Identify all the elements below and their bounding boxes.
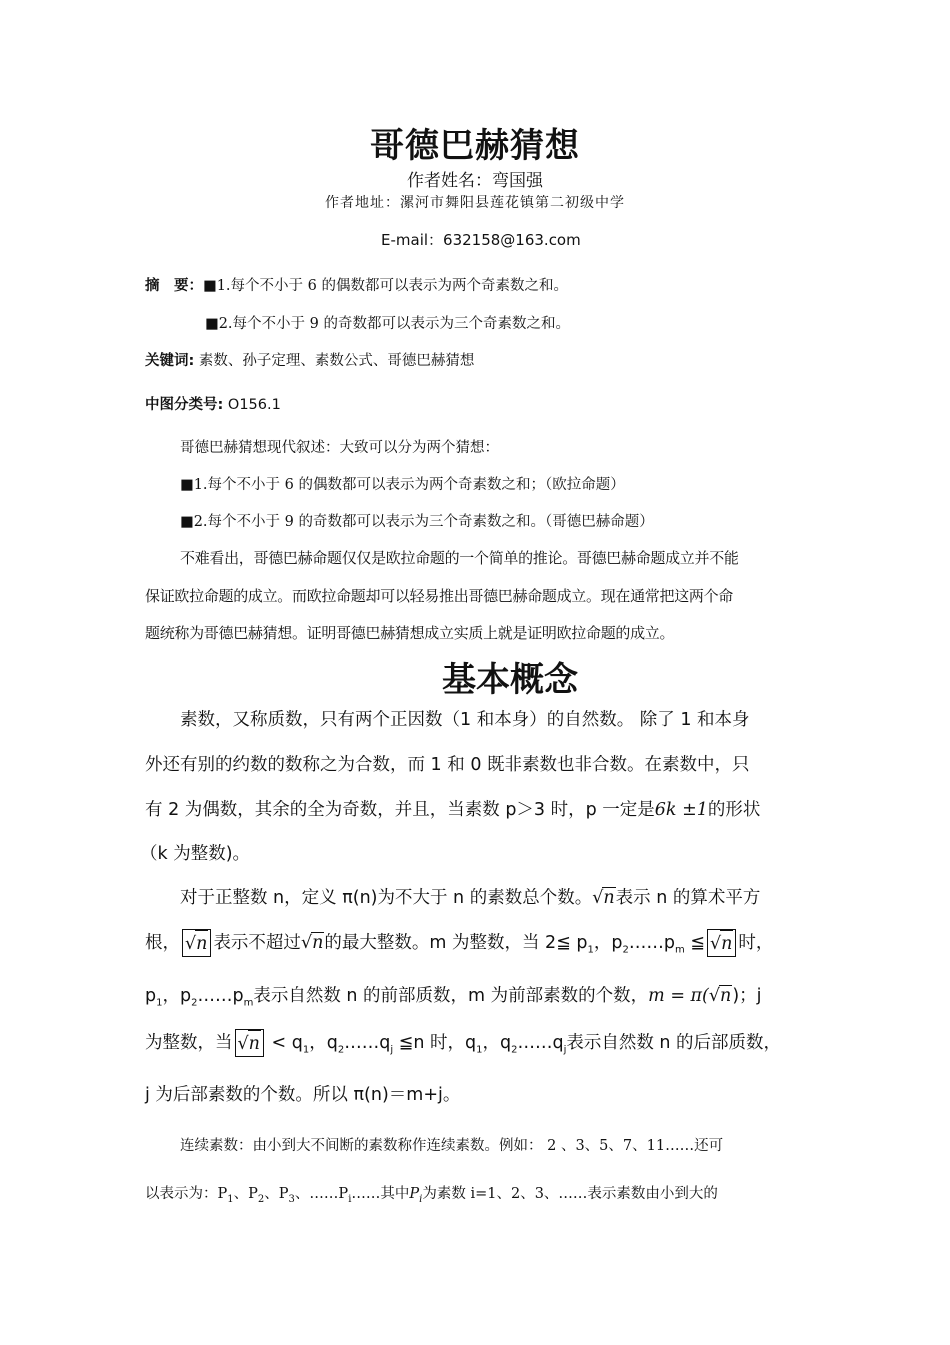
author-address: 作者地址：漯河市舞阳县莲花镇第二初级中学 [325, 195, 625, 211]
subscript: 1 [227, 1193, 234, 1205]
subscript: j [390, 1044, 394, 1056]
concept-line-1: 素数，又称质数，只有两个正因数（1 和本身）的自然数。 除了 1 和本身 [180, 710, 750, 730]
classification-label: 中图分类号: [145, 397, 224, 413]
floor-sqrt-formula-3: √n [235, 1029, 264, 1057]
definition-line-2 [145, 929, 773, 957]
definition-text-3b: ，p [162, 986, 192, 1006]
subscript: 2 [191, 997, 198, 1009]
definition-line-5: j 为后部素数的个数。所以 π(n)＝m+j。 [145, 1085, 461, 1105]
classification-code: O156.1 [227, 397, 281, 413]
floor-sqrt-formula-2: √n [707, 929, 736, 957]
subscript: j [563, 1044, 567, 1056]
definition-text-4g: ……q [517, 1033, 564, 1053]
consecutive-text-2e: ……其中 [351, 1186, 410, 1202]
definition-text-1a: 对于正整数 n，定义 π(n)为不大于 n 的素数总个数。 [180, 888, 593, 908]
sqrt-n-inline: √n [300, 933, 324, 953]
consecutive-text-2c: 、P [264, 1186, 289, 1202]
subscript: i [419, 1193, 423, 1205]
definition-text-2d: ，p [593, 933, 623, 953]
abstract-line-1 [145, 274, 568, 295]
definition-text-2g: 时， [738, 933, 774, 953]
subscript: m [674, 944, 685, 956]
definition-line-4 [145, 1029, 781, 1057]
subscript: 1 [302, 1044, 310, 1056]
abstract-label: 摘 要： [145, 278, 203, 294]
abstract-item-1: ■1.每个不小于 6 的偶数都可以表示为两个奇素数之和。 [203, 278, 568, 294]
section-title: 基本概念 [442, 660, 578, 700]
consecutive-line-1: 连续素数：由小到大不间断的素数称作连续素数。例如： 2 、3、5、7、11……还可 [180, 1138, 724, 1154]
definition-text-3c: ……p [197, 986, 244, 1006]
keywords-line [145, 349, 474, 370]
definition-line-3 [145, 982, 762, 1009]
subscript: i [348, 1193, 352, 1205]
intro-line-5: 保证欧拉命题的成立。而欧拉命题却可以轻易推出哥德巴赫命题成立。现在通常把这两个命 [145, 587, 734, 605]
floor-sqrt-formula: √n [182, 929, 211, 957]
definition-text-4d: ……q [344, 1033, 391, 1053]
sqrt-n-inline-2: √n [708, 986, 732, 1006]
concept-line-3a: 有 2 为偶数，其余的全为奇数，并且，当素数 p＞3 时，p 一定是 [145, 800, 655, 820]
pi-symbol: P [409, 1186, 420, 1202]
concept-line-3b: 的形状 [707, 800, 761, 820]
subscript: 1 [476, 1044, 483, 1056]
subscript: m [243, 997, 254, 1009]
m-equals-pi-formula: m = π( [648, 986, 709, 1006]
author-email: E-mail：632158@163.com [381, 231, 581, 249]
keywords-label: 关键词: [145, 353, 195, 369]
intro-line-6: 题统称为哥德巴赫猜想。证明哥德巴赫猜想成立实质上就是证明欧拉命题的成立。 [145, 624, 675, 642]
classification-line [145, 393, 281, 414]
subscript: 1 [587, 944, 594, 956]
consecutive-text-2b: 、P [233, 1186, 258, 1202]
subscript: 3 [288, 1193, 295, 1205]
subscript: 1 [156, 997, 163, 1009]
definition-text-2f: ≦ [684, 933, 705, 953]
intro-line-4: 不难看出，哥德巴赫命题仅仅是欧拉命题的一个简单的推论。哥德巴赫命题成立并不能 [180, 549, 739, 567]
consecutive-text-2d: 、……P [294, 1186, 349, 1202]
definition-text-4e: ≦n 时，q [393, 1033, 477, 1053]
consecutive-text-2a: 以表示为：P [145, 1186, 228, 1202]
prime-form-formula: 6k ±1 [654, 800, 708, 820]
definition-text-4b: < q [265, 1033, 303, 1053]
subscript: 2 [511, 1044, 518, 1056]
definition-text-4f: ，q [482, 1033, 512, 1053]
definition-text-2a: 根， [145, 933, 180, 953]
intro-line-1: 哥德巴赫猜想现代叙述：大致可以分为两个猜想： [180, 440, 499, 456]
paper-title: 哥德巴赫猜想 [370, 126, 580, 166]
consecutive-line-2 [145, 1182, 718, 1205]
definition-text-3a: p [145, 986, 157, 1006]
subscript: 2 [337, 1044, 345, 1056]
intro-line-3: ■2.每个不小于 9 的奇数都可以表示为三个奇素数之和。（哥德巴赫命题） [180, 514, 654, 530]
concept-line-4: （k 为整数)。 [140, 844, 251, 864]
concept-line-3 [145, 796, 760, 821]
definition-text-2b: 表示不超过 [213, 933, 301, 953]
definition-text-3f: )；j [732, 986, 762, 1006]
subscript: 2 [257, 1193, 265, 1205]
consecutive-text-2g: 为素数 i=1、2、3、……表示素数由小到大的 [422, 1186, 718, 1202]
subscript: 2 [622, 944, 629, 956]
definition-text-2c: 的最大整数。m 为整数，当 2≦ p [324, 933, 588, 953]
definition-line-1 [180, 884, 760, 909]
abstract-item-2: ■2.每个不小于 9 的奇数都可以表示为三个奇素数之和。 [205, 316, 570, 332]
concept-line-2: 外还有别的约数的数称之为合数，而 1 和 0 既非素数也非合数。在素数中，只 [145, 755, 750, 775]
definition-text-1b: 表示 n 的算术平方 [615, 888, 761, 908]
definition-text-4h: 表示自然数 n 的后部质数， [566, 1033, 782, 1053]
definition-text-4c: ，q [309, 1033, 338, 1053]
keywords-text: 素数、孙子定理、素数公式、哥德巴赫猜想 [198, 353, 475, 369]
definition-text-2e: ……p [628, 933, 675, 953]
author-name: 作者姓名：弯国强 [407, 171, 543, 191]
sqrt-n-formula: √n [592, 888, 615, 908]
definition-text-3d: 表示自然数 n 的前部质数，m 为前部素数的个数， [253, 986, 649, 1006]
definition-text-4a: 为整数，当 [145, 1033, 233, 1053]
intro-line-2: ■1.每个不小于 6 的偶数都可以表示为两个奇素数之和；（欧拉命题） [180, 477, 625, 493]
